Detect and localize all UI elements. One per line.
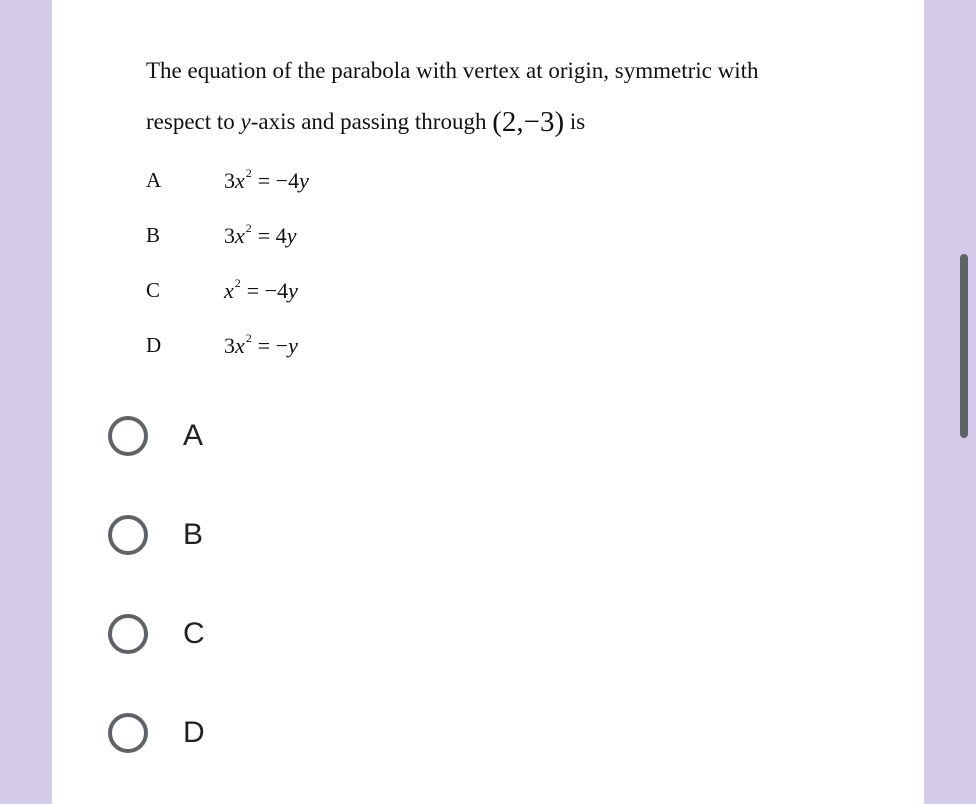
option-letter-b: B bbox=[146, 223, 161, 247]
radio-button-a[interactable] bbox=[108, 416, 148, 456]
radio-button-c[interactable] bbox=[108, 614, 148, 654]
equation-variable: x bbox=[235, 223, 245, 248]
choice-label-a[interactable]: A bbox=[183, 419, 204, 452]
choice-d[interactable] bbox=[108, 707, 408, 759]
choice-label-d[interactable]: D bbox=[183, 716, 205, 749]
equation-rhs-variable: y bbox=[299, 168, 309, 193]
option-letter-a: A bbox=[146, 168, 162, 192]
equation-rhs-variable: y bbox=[288, 333, 298, 358]
question-point: (2,−3) bbox=[492, 106, 565, 138]
option-equation-b bbox=[224, 221, 296, 249]
radio-button-d[interactable] bbox=[108, 713, 148, 753]
option-equation-d bbox=[224, 331, 298, 359]
equation-coefficient: 3 bbox=[224, 333, 235, 358]
option-letter-d: D bbox=[146, 333, 162, 357]
question-text-segment: -axis and passing through bbox=[250, 109, 493, 134]
equation-rhs: = 4 bbox=[257, 223, 287, 248]
equation-exponent: 2 bbox=[245, 331, 252, 345]
question-text-line1: The equation of the parabola with vertex at origin, symmetric with bbox=[146, 58, 759, 83]
question-text-segment: is bbox=[564, 109, 586, 134]
equation-variable: x bbox=[235, 168, 245, 193]
choice-label-b[interactable]: B bbox=[183, 518, 204, 551]
option-equation-c bbox=[224, 276, 298, 304]
choice-a[interactable] bbox=[108, 410, 408, 462]
option-equation-a bbox=[224, 166, 309, 194]
radio-button-b[interactable] bbox=[108, 515, 148, 555]
equation-rhs: = −4 bbox=[257, 168, 300, 193]
equation-rhs-variable: y bbox=[286, 223, 297, 248]
equation-exponent: 2 bbox=[245, 221, 252, 235]
scrollbar-thumb[interactable] bbox=[960, 254, 968, 438]
equation-rhs: = −4 bbox=[246, 278, 289, 303]
question-text-line2 bbox=[146, 106, 585, 139]
equation-variable: x bbox=[224, 278, 234, 303]
option-letter-c: C bbox=[146, 278, 161, 302]
choice-c[interactable] bbox=[108, 608, 408, 660]
equation-exponent: 2 bbox=[245, 166, 252, 180]
equation-coefficient: 3 bbox=[224, 168, 235, 193]
equation-exponent: 2 bbox=[234, 276, 241, 290]
equation-rhs-variable: y bbox=[288, 278, 298, 303]
choice-b[interactable] bbox=[108, 509, 408, 561]
question-text-segment: respect to bbox=[146, 109, 241, 134]
question-variable: y bbox=[240, 109, 251, 134]
equation-coefficient: 3 bbox=[224, 223, 235, 248]
equation-variable: x bbox=[235, 333, 245, 358]
equation-rhs: = − bbox=[257, 333, 289, 358]
choice-label-c[interactable]: C bbox=[183, 617, 205, 650]
